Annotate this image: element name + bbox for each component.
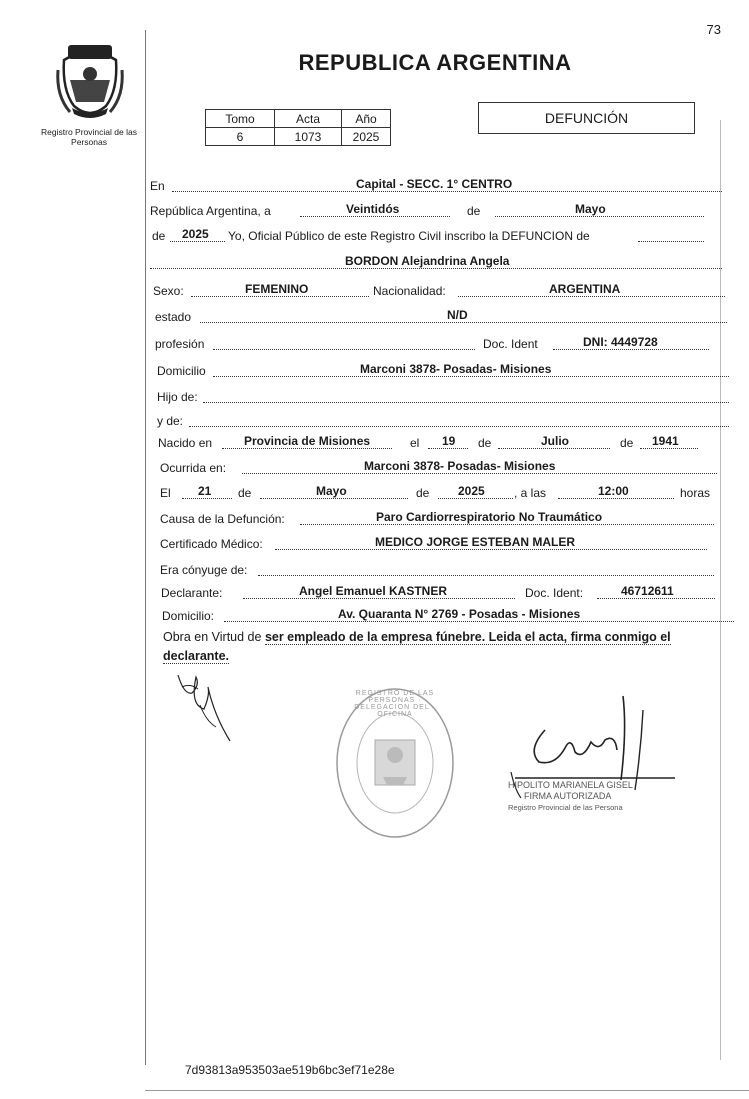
label-decl-doc: Doc. Ident: (525, 586, 584, 600)
label-obra: Obra en Virtud de (163, 630, 262, 644)
label-y-de: y de: (157, 414, 184, 428)
label-a-las: , a las (514, 486, 547, 500)
value-nac-dia: 19 (442, 434, 456, 448)
official-name: HIPOLITO MARIANELA GISEL (508, 780, 633, 790)
row-certificado (160, 533, 732, 553)
value-nombre: BORDON Alejandrina Angela (345, 254, 510, 268)
row-estado (155, 306, 727, 326)
row-declarante (161, 582, 733, 602)
value-certificado: MEDICO JORGE ESTEBAN MALER (375, 535, 576, 549)
row-nombre (150, 252, 722, 272)
page-number: 73 (706, 22, 721, 37)
inscribo-text: Yo, Oficial Público de este Registro Civil inscribo la DEFUNCION de (228, 229, 590, 243)
label-de: de (467, 204, 481, 218)
document-hash: 7d93813a953503ae519b6bc3ef71e28e (185, 1063, 395, 1077)
value-estado: N/D (447, 308, 468, 322)
row-obra-en-virtud (163, 628, 723, 666)
value-dia: Veintidós (346, 202, 400, 216)
label-hijo-de: Hijo de: (157, 390, 198, 404)
value-def-anio: 2025 (458, 484, 485, 498)
value-nacionalidad: ARGENTINA (549, 282, 621, 296)
label-def-de2: de (416, 486, 430, 500)
row-fecha-defuncion (160, 482, 732, 502)
declarante-signature (170, 665, 240, 745)
label-doc-ident: Doc. Ident (483, 337, 538, 351)
label-estado: estado (155, 310, 192, 324)
ref-value-tomo: 6 (206, 128, 275, 146)
value-en: Capital - SECC. 1° CENTRO (356, 177, 513, 191)
ref-header-anio: Año (342, 110, 391, 128)
dotted-line (203, 401, 729, 403)
dotted-line (258, 574, 714, 576)
row-domicilio (157, 360, 729, 380)
label-sexo: Sexo: (153, 284, 184, 298)
bottom-edge-line (145, 1090, 749, 1091)
value-decl-doc: 46712611 (621, 584, 674, 598)
ref-header-tomo: Tomo (206, 110, 275, 128)
dotted-line (189, 425, 729, 427)
registry-name: Registro Provincial de las Personas (41, 127, 137, 147)
ref-value-anio: 2025 (342, 128, 391, 146)
ref-header-acta: Acta (275, 110, 342, 128)
label-horas: horas (680, 486, 711, 500)
label-el: el (410, 436, 420, 450)
value-def-mes: Mayo (316, 484, 347, 498)
row-decl-domicilio (162, 605, 734, 625)
document-type-box: DEFUNCIÓN (478, 102, 695, 134)
label-domicilio: Domicilio (157, 364, 206, 378)
value-ocurrida: Marconi 3878- Posadas- Misiones (364, 459, 556, 473)
row-conyuge (160, 559, 732, 579)
label-en: En (150, 179, 165, 193)
label-republica: República Argentina, a (150, 204, 271, 218)
row-causa (160, 508, 732, 528)
value-def-dia: 21 (198, 484, 212, 498)
label-nac-de2: de (620, 436, 634, 450)
label-profesion: profesión (155, 337, 205, 351)
row-sexo (153, 280, 725, 300)
label-nac-de: de (478, 436, 492, 450)
value-nac-mes: Julio (541, 434, 570, 448)
label-ocurrida: Ocurrida en: (160, 461, 227, 475)
row-y-de (157, 410, 729, 430)
value-nac-anio: 1941 (652, 434, 679, 448)
row-profesion (155, 333, 727, 353)
official-org: Registro Provincial de las Persona (508, 803, 623, 812)
label-el2: El (160, 486, 171, 500)
stamp-text: REGISTRO DE LAS PERSONAS · DELEGACION DEL · OFICINA (354, 690, 436, 718)
reference-table (205, 109, 391, 146)
value-mes: Mayo (575, 202, 606, 216)
value-domicilio: Marconi 3878- Posadas- Misiones (360, 362, 552, 376)
left-margin-line (145, 30, 146, 1065)
value-doc-ident: DNI: 4449728 (583, 335, 658, 349)
label-declarante: Declarante: (161, 586, 223, 600)
row-nacido (158, 432, 730, 452)
label-causa: Causa de la Defunción: (160, 512, 285, 526)
value-hora: 12:00 (598, 484, 629, 498)
document-title: REPUBLICA ARGENTINA (298, 50, 572, 75)
value-obra: ser empleado de la empresa fúnebre. Leida el acta, firma conmigo el declarante. (163, 630, 671, 663)
official-role: FIRMA AUTORIZADA (524, 791, 612, 801)
label-def-de: de (238, 486, 252, 500)
row-hijo-de (157, 386, 729, 406)
value-declarante: Angel Emanuel KASTNER (299, 584, 448, 598)
row-en (150, 175, 722, 195)
value-anio: 2025 (182, 227, 209, 241)
value-causa: Paro Cardiorrespiratorio No Traumático (376, 510, 603, 524)
value-nacido-en: Provincia de Misiones (244, 434, 371, 448)
row-anio-inscribo (150, 225, 722, 245)
value-decl-domicilio: Av. Quaranta N° 2769 - Posadas - Misiones (338, 607, 581, 621)
label-nacionalidad: Nacionalidad: (373, 284, 446, 298)
row-republica (150, 200, 722, 220)
label-certificado: Certificado Médico: (160, 537, 263, 551)
row-ocurrida (160, 457, 732, 477)
label-de2: de (152, 229, 166, 243)
value-sexo: FEMENINO (245, 282, 309, 296)
label-nacido-en: Nacido en (158, 436, 213, 450)
dotted-line (213, 348, 475, 350)
ref-value-acta: 1073 (275, 128, 342, 146)
official-signature-block (508, 780, 633, 813)
provincial-seal-logo (54, 40, 126, 122)
label-decl-domicilio: Domicilio: (162, 609, 215, 623)
label-conyuge: Era cónyuge de: (160, 563, 248, 577)
dotted-line (638, 240, 704, 242)
